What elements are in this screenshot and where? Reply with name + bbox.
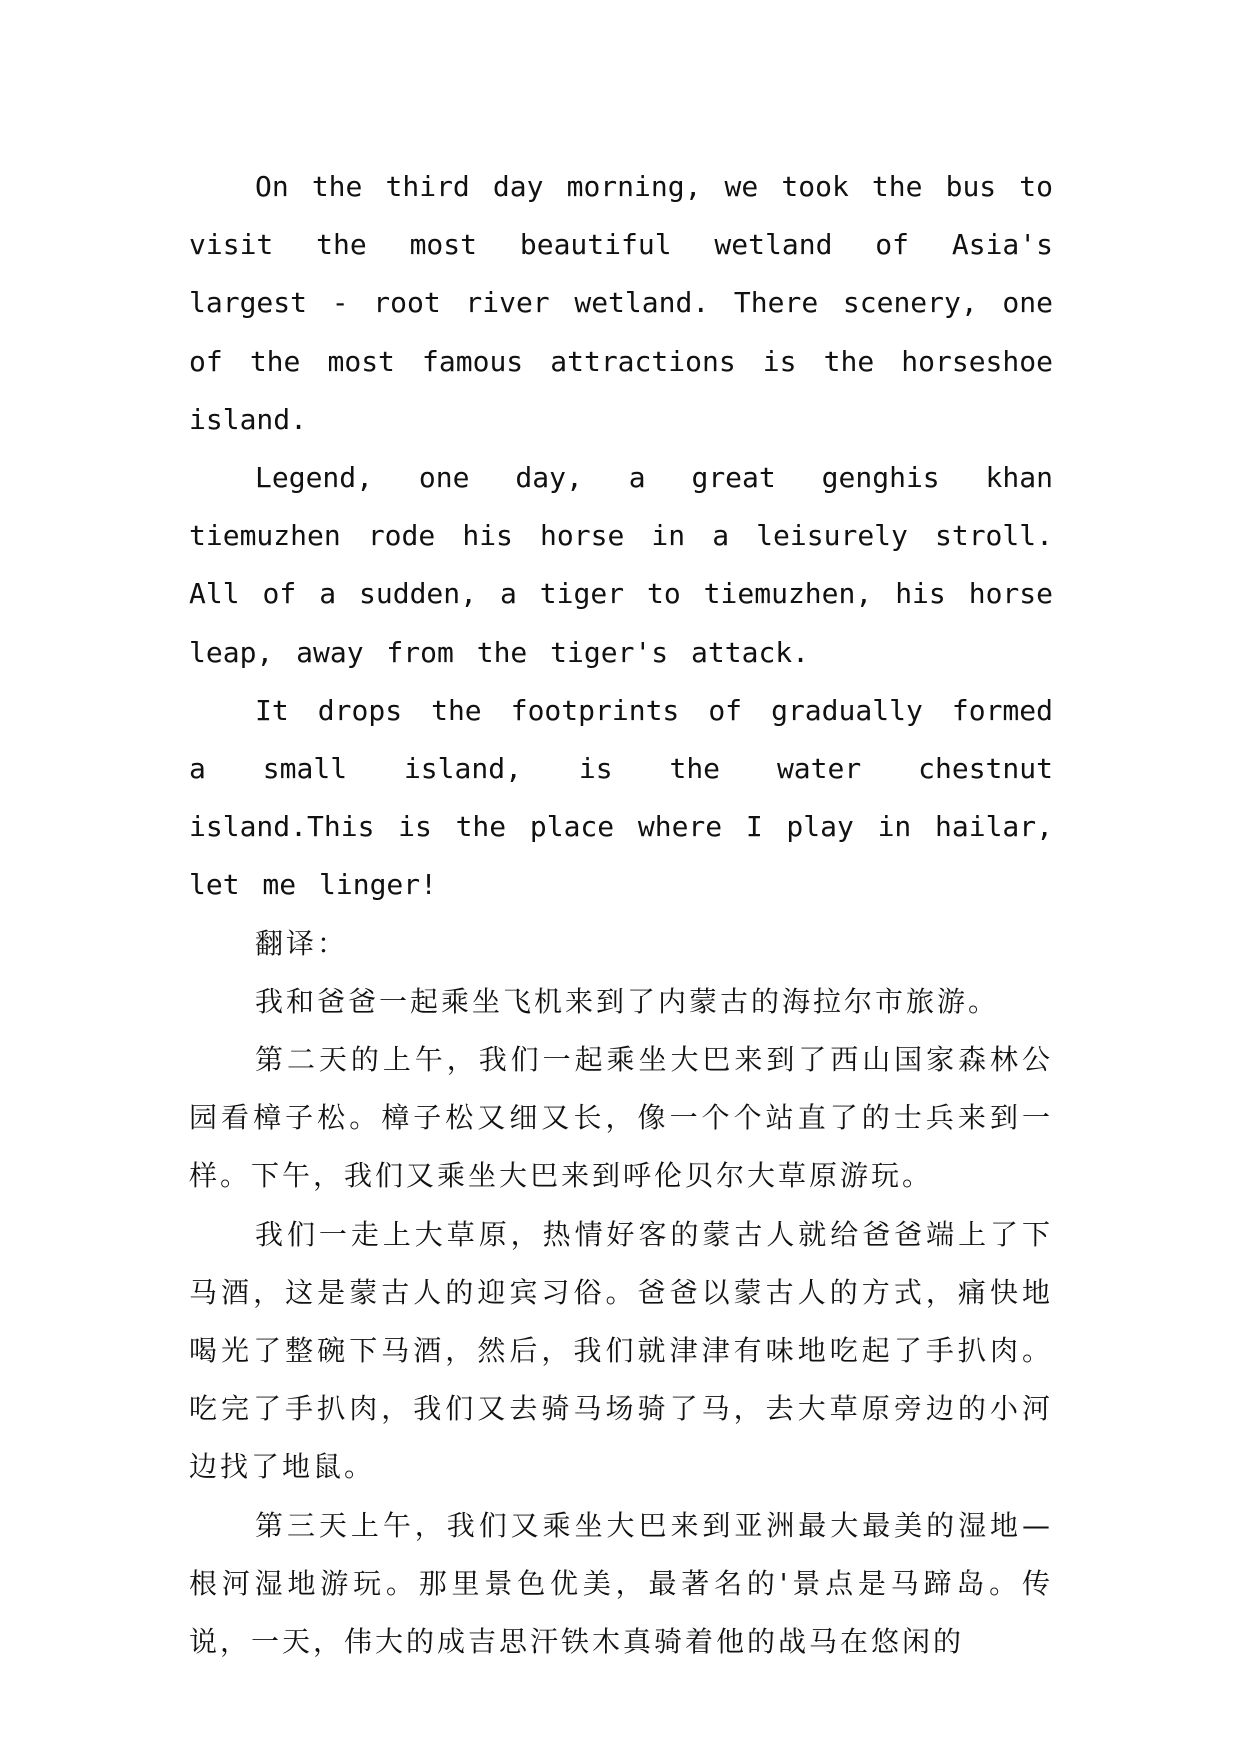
chinese-paragraph-2: 第二天的上午，我们一起乘坐大巴来到了西山国家森林公园看樟子松。樟子松又细又长，像一个个站直了的士兵来到一样。下午，我们又乘坐大巴来到呼伦贝尔大草原游玩。	[189, 1043, 1053, 1193]
document-page	[189, 158, 1053, 1671]
chinese-paragraph-4: 第三天上午，我们又乘坐大巴来到亚洲最大最美的湿地—根河湿地游玩。那里景色优美，最著名的'景点是马蹄岛。传说，一天，伟大的成吉思汗铁木真骑着他的战马在悠闲的	[189, 1508, 1053, 1659]
chinese-paragraph-1: 我和爸爸一起乘坐飞机来到了内蒙古的海拉尔市旅游。	[255, 984, 1000, 1018]
translation-label: 翻译：	[255, 926, 349, 960]
chinese-paragraph-3: 我们一走上大草原，热情好客的蒙古人就给爸爸端上了下马酒，这是蒙古人的迎宾习俗。爸爸以蒙古人的方式，痛快地喝光了整碗下马酒，然后，我们就津津有味地吃起了手扒肉。吃完了手扒肉，我们又去骑马场骑了马，去大草原旁边的小河边找了地鼠。	[189, 1217, 1053, 1484]
english-paragraph-2: Legend, one day, a great genghis khan tiemuzhen rode his horse in a leisurely stroll. All of a sudden, a tiger to tiemuzhen, his horse leap, away from the tiger's attack.	[189, 461, 1053, 669]
english-paragraph-1: On the third day morning, we took the bus to visit the most beautiful wetland of Asia's largest - root river wetland. There scenery, one of the most famous attractions is the horseshoe island.	[189, 170, 1053, 436]
english-paragraph-3: It drops the footprints of gradually formed a small island, is the water chestnut island.This is the place where I play in hailar, let me linger!	[189, 693, 1053, 902]
